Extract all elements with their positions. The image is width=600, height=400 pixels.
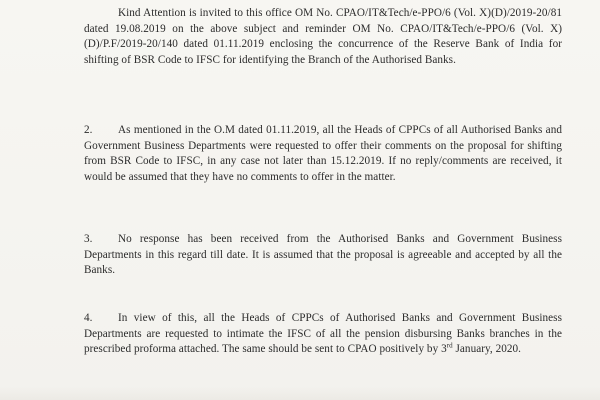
paragraph-4-text: In view of this, all the Heads of CPPCs of Authorised Banks and Government Business Departments are requested to intimate the IFSC of all the pension disbursing Banks branches in the prescribed proforma attached. The same should be sent to CPAO positively by 3 <box>84 312 562 355</box>
paragraph-4-number: 4. <box>84 312 93 324</box>
paragraph-2-text: As mentioned in the O.M dated 01.11.2019, all the Heads of CPPCs of all Authorised Banks and Government Business Departments were requested to offer their comments on the proposal for shifting from BSR Code to IFSC, in any case not later than 15.12.2019. If no reply/comments are received, it would be assumed that they have no comments to offer in the matter. <box>84 124 562 183</box>
paragraph-4-text-end: January, 2020. <box>452 343 522 355</box>
paragraph-4-superscript: rd <box>446 341 453 350</box>
paragraph-3-text: No response has been received from the Authorised Banks and Government Business Departments in this regard till date. It is assumed that the proposal is agreeable and accepted by all the Banks. <box>84 233 562 276</box>
paragraph-2-number: 2. <box>84 124 93 136</box>
paragraph-3-number: 3. <box>84 233 93 245</box>
paragraph-1 <box>84 6 562 68</box>
paragraph-2 <box>84 123 562 185</box>
paragraph-3 <box>84 232 562 279</box>
paragraph-4 <box>84 311 562 358</box>
page-edge-shadow <box>0 386 600 400</box>
paragraph-1-text: Kind Attention is invited to this office OM No. CPAO/IT&Tech/e-PPO/6 (Vol. X)(D)/2019-20/81 dated 19.08.2019 on the above subject and reminder OM No. CPAO/IT&Tech/e-PPO/6 (Vol. X)(D)/P.F/2019-20/140 dated 01.11.2019 enclosing the concurrence of the Reserve Bank of India for shifting of BSR Code to IFSC for identifying the Branch of the Authorised Banks. <box>84 7 562 66</box>
